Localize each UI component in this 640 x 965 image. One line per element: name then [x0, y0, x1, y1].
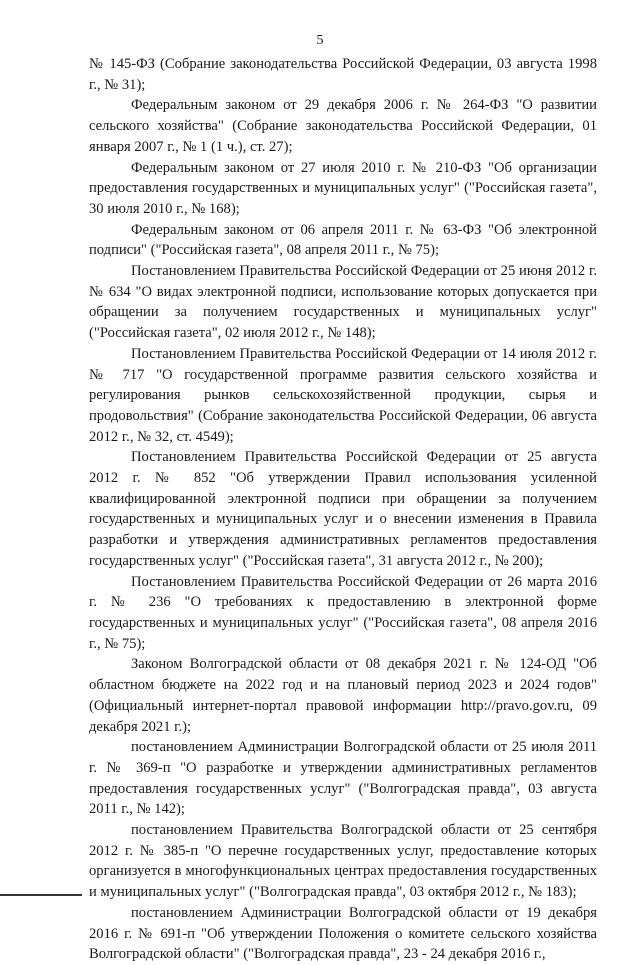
paragraph-9: Законом Волгоградской области от 08 декабря 2021 г. № 124-ОД "Об областном бюджете на 2022 год и на плановый период 2023 и 2024 годов" (Официальный интернет-портал правовой информации http://pravo.gov.ru, 09 декабря 2021 г.);: [89, 656, 597, 735]
document-body: [89, 54, 597, 965]
paragraph-10: постановлением Администрации Волгоградской области от 25 июля 2011 г. № 369-п "О разработке и утверждении административных регламентов предоставления государственных услуг" ("Волгоградская правда", 03 августа 2011 г., № 142);: [89, 739, 597, 818]
paragraph-6: Постановлением Правительства Российской Федерации от 14 июля 2012 г. № 717 "О государственной программе развития сельского хозяйства и регулирования рынков сельскохозяйственной продукции, сырья и продовольствия" (Собрание законодательства Российской Федерации, 06 августа 2012 г., № 32, ст. 4549);: [89, 345, 597, 445]
paragraph-11: постановлением Правительства Волгоградской области от 25 сентября 2012 г. № 385-п "О перечне государственных услуг, предоставление которых организуется в многофункциональных центрах предоставления государственных и муниципальных услуг" ("Волгоградская правда", 03 октября 2012 г., № 183);: [89, 822, 597, 901]
paragraph-4: Федеральным законом от 06 апреля 2011 г. № 63-ФЗ "Об электронной подписи" ("Российская газета", 08 апреля 2011 г., № 75);: [89, 221, 597, 259]
paragraph-2: Федеральным законом от 29 декабря 2006 г. № 264-ФЗ "О развитии сельского хозяйства" (Собрание законодательства Российской Федерации, 01 января 2007 г., № 1 (1 ч.), ст. 27);: [89, 97, 597, 155]
footer-rule: [0, 894, 82, 896]
paragraph-8: Постановлением Правительства Российской Федерации от 26 марта 2016 г. № 236 "О требованиях к предоставлению в электронной форме государственных и муниципальных услуг" ("Российская газета", 08 апреля 2016 г., № 75);: [89, 573, 597, 652]
paragraph-12: постановлением Администрации Волгоградской области от 19 декабря 2016 г. № 691-п "Об утверждении Положения о комитете сельского хозяйства Волгоградской области" ("Волгоградская правда", 23 - 24 декабря 2016 г.,: [89, 904, 597, 963]
paragraph-5: Постановлением Правительства Российской Федерации от 25 июня 2012 г. № 634 "О видах электронной подписи, использование которых допускается при обращении за получением государственных и муниципальных услуг" ("Российская газета", 02 июля 2012 г., № 148);: [89, 263, 597, 342]
paragraph-3: Федеральным законом от 27 июля 2010 г. № 210-ФЗ "Об организации предоставления государственных и муниципальных услуг" ("Российская газета", 30 июля 2010 г., № 168);: [89, 159, 597, 217]
paragraph-7: Постановлением Правительства Российской Федерации от 25 августа 2012 г. № 852 "Об утверждении Правил использования усиленной квалифицированной электронной подписи при обращении за получением государственных и муниципальных услуг и о внесении изменения в Правила разработки и утверждения административных регламентов предоставления государственных услуг" ("Российская газета", 31 августа 2012 г., № 200);: [89, 449, 597, 569]
page-number: 5: [316, 33, 324, 48]
paragraph-1: № 145-ФЗ (Собрание законодательства Российской Федерации, 03 августа 1998 г., № 31);: [89, 56, 597, 93]
